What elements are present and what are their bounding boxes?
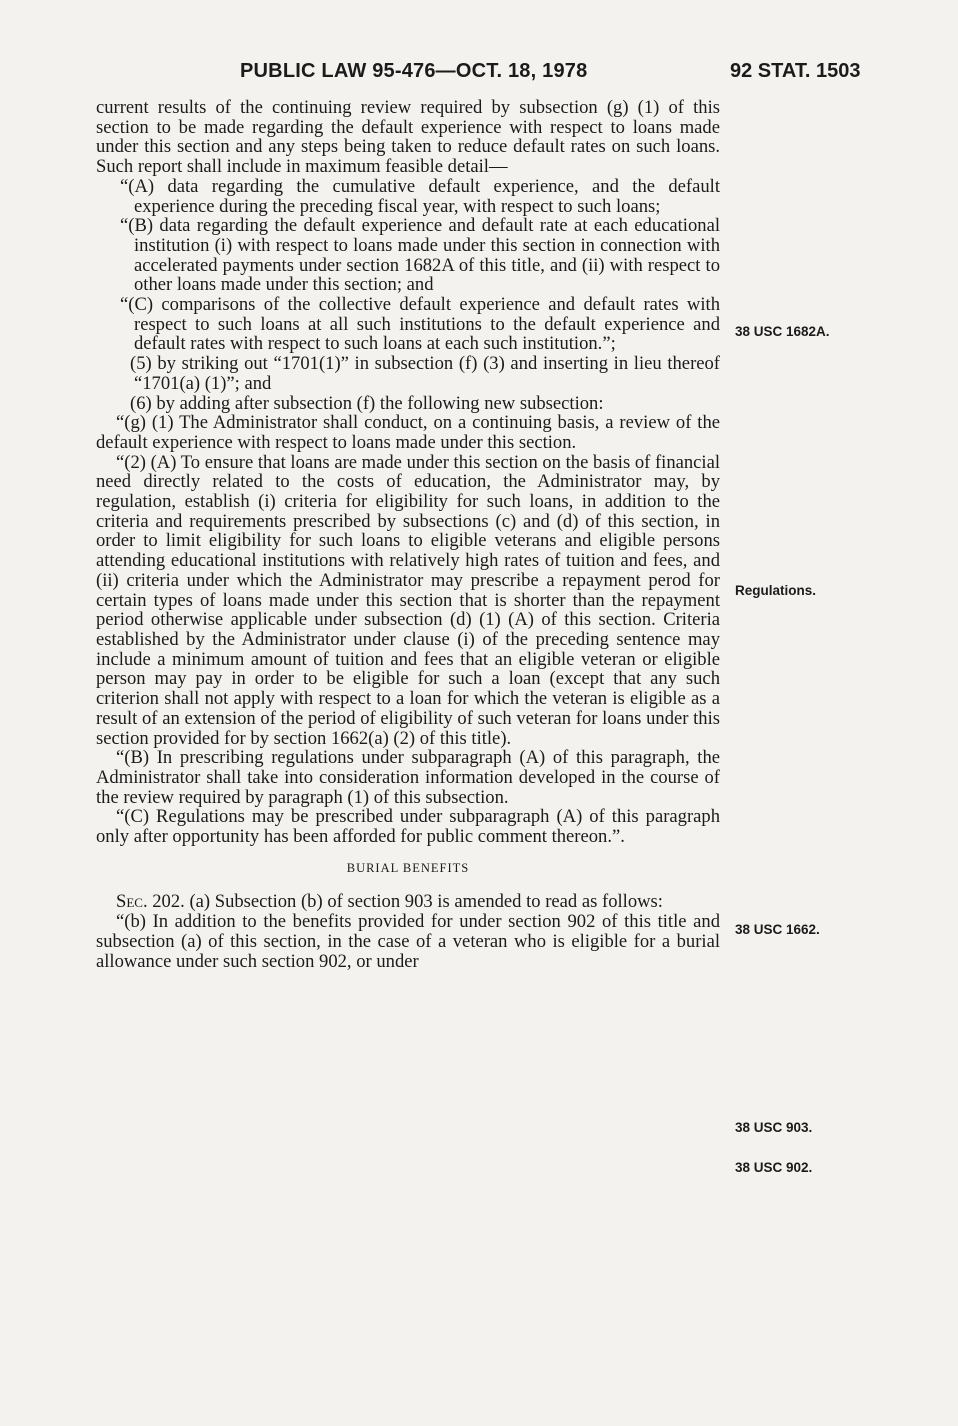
margin-note-regulations: Regulations.: [735, 583, 817, 598]
paragraph-a: “(A) data regarding the cumulative default experience, and the default experience during the preceding fiscal year, with respect to such loans;: [120, 175, 720, 217]
body-text: [96, 98, 720, 971]
section-label: Sec. 202.: [116, 891, 185, 913]
page-header: [0, 60, 958, 86]
margin-note-38-usc-1682a: 38 USC 1682A.: [735, 324, 830, 339]
paragraph-6: (6) by adding after subsection (f) the following new subsection:: [130, 392, 604, 414]
margin-note-38-usc-1662: 38 USC 1662.: [735, 922, 820, 937]
paragraph-g1: “(g) (1) The Administrator shall conduct, on a continuing basis, a review of the default experience with respect to loans made under this section.: [96, 412, 720, 453]
margin-note-38-usc-902: 38 USC 902.: [735, 1160, 813, 1175]
statute-page-number: 92 STAT. 1503: [730, 60, 861, 82]
paragraph-g2a: “(2) (A) To ensure that loans are made under this section on the basis of financial need directly related to the costs of education, the Administrator may, by regulation, establish (i) criteria for eligibility for such loans, in addition to the criteria and requirements prescribed by subsections (c) and (d) of this section, in order to limit eligibility for such loans to eligible veterans and eligible persons attending educational institutions with relatively high rates of tuition and fees, and (ii) criteria under which the Administrator may prescribe a repayment perod for certain types of loans made under this section that is shorter than the repayment period otherwise applicable under subsection (d) (1) (A) of this section. Criteria established by the Administrator under clause (i) of the preceding sentence may include a minimum amount of tuition and fees that an eligible veteran or eligible person may pay in order to be eligible for such a loan (except that any such criterion shall not apply with respect to a loan for which the veteran is eligible as a result of an extension of the period of eligibility of such veteran for loans under this section provided for by section 1662(a) (2) of this title).: [96, 451, 721, 749]
section-heading: BURIAL BENEFITS: [346, 860, 470, 875]
paragraph-g2c: “(C) Regulations may be prescribed under subparagraph (A) of this paragraph only after opportunity has been afforded for public comment thereon.”.: [96, 806, 720, 848]
section-202: [96, 892, 720, 912]
paragraph-5: (5) by striking out “1701(1)” in subsection (f) (3) and inserting in lieu thereof “1701(a) (1)”; and: [130, 353, 720, 394]
paragraph-g2b: “(B) In prescribing regulations under subparagraph (A) of this paragraph, the Administrator shall take into consideration information developed in the course of the review required by paragraph (1) of this subsection.: [96, 747, 720, 808]
section-202-text: (a) Subsection (b) of section 903 is amended to read as follows:: [189, 891, 663, 913]
page-title: PUBLIC LAW 95-476—OCT. 18, 1978: [240, 60, 588, 82]
paragraph-c: “(C) comparisons of the collective default experience and default rates with respect to such loans at all such institutions to the default experience and default rates with respect to such loans at each such institution.”;: [120, 294, 720, 355]
paragraph-final: “(b) In addition to the benefits provided for under section 902 of this title and subsection (a) of this section, in the case of a veteran who is eligible for a burial allowance under such section 902, or under: [96, 911, 720, 972]
paragraph-intro: current results of the continuing review required by subsection (g) (1) of this section to be made regarding the default experience with respect to loans made under this section and any steps being taken to reduce default rates on such loans. Such report shall include in maximum feasible detail—: [96, 97, 720, 178]
paragraph-b: “(B) data regarding the default experience and default rate at each educational institution (i) with respect to loans made under this section in connection with accelerated payments under section 1682A of this title, and (ii) with respect to other loans made under this section; and: [120, 215, 720, 296]
margin-note-38-usc-903: 38 USC 903.: [735, 1120, 813, 1135]
